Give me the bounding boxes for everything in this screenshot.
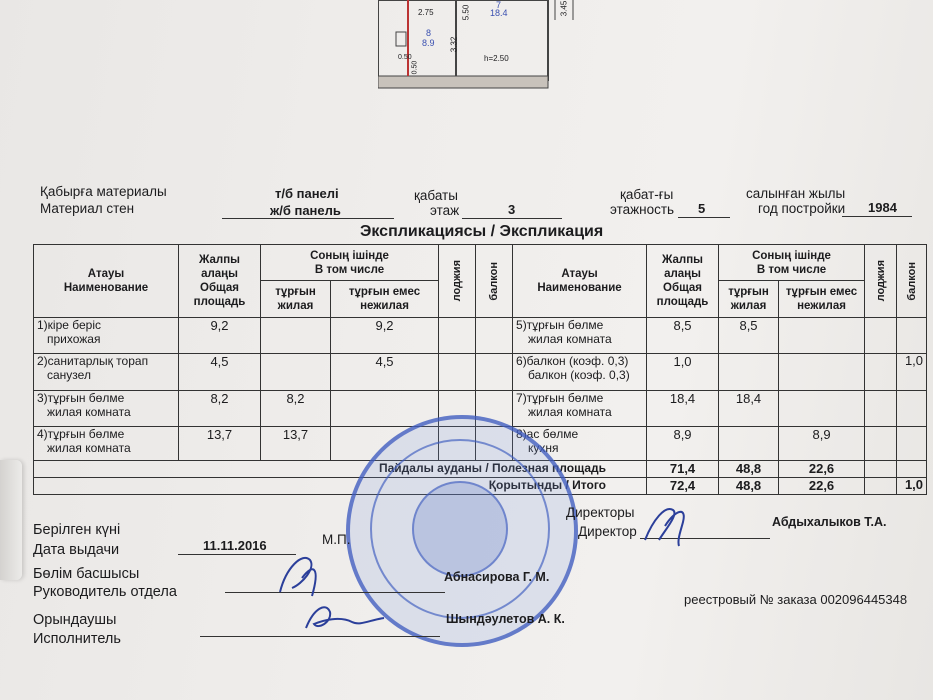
total-row: Қорытынды / Итого 72,4 48,8 22,6 1,0 bbox=[34, 478, 927, 495]
wall-material-value-ru: ж/б панель bbox=[270, 203, 341, 218]
header-including: Соның ішінде В том числе bbox=[261, 245, 439, 281]
issue-date-value: 11.11.2016 bbox=[203, 538, 267, 553]
room-name: 8)ас бөлме кухня bbox=[513, 427, 647, 461]
header-total-area: Жалпы алаңы Общая площадь bbox=[647, 245, 719, 318]
head-label-kz: Бөлім басшысы bbox=[33, 566, 140, 582]
wall-material-value-kz: т/б панелі bbox=[275, 186, 339, 201]
folded-sheet-edge bbox=[0, 460, 22, 580]
header-name: Атауы Наименование bbox=[34, 245, 179, 318]
underline bbox=[222, 218, 394, 219]
table-row: 4)тұрғын бөлме жилая комната 13,7 13,7 8)ас бөлме кухня 8,9 8,9 bbox=[34, 427, 927, 461]
plan-dim-label: 3.45 bbox=[559, 0, 569, 17]
plan-room-area: 8.9 bbox=[422, 38, 435, 48]
header-nonliving: тұрғын емес нежилая bbox=[331, 281, 439, 318]
seal-place-label: М.П. bbox=[322, 532, 351, 547]
director-label-kz: Директоры bbox=[566, 505, 635, 520]
executor-label-ru: Исполнитель bbox=[33, 631, 121, 647]
header-loggia: лоджия bbox=[439, 245, 476, 318]
issue-date-label-ru: Дата выдачи bbox=[33, 542, 120, 558]
room-name: 1)кіре беріс прихожая bbox=[34, 318, 179, 354]
header-name: Атауы Наименование bbox=[513, 245, 647, 318]
room-name: 7)тұрғын бөлме жилая комната bbox=[513, 391, 647, 427]
plan-dim-label: 3.32 bbox=[449, 36, 459, 53]
floors-count-value: 5 bbox=[698, 201, 706, 216]
wall-material-label-ru: Материал стен bbox=[40, 201, 135, 216]
executor-signature bbox=[300, 598, 390, 638]
header-living: тұрғын жилая bbox=[719, 281, 779, 318]
head-label-ru: Руководитель отдела bbox=[33, 584, 177, 600]
plan-room-number: 8 bbox=[426, 28, 432, 38]
underline bbox=[462, 218, 562, 219]
floors-count-label-kz: қабат-ғы bbox=[620, 187, 674, 202]
useful-area-row: Пайдалы ауданы / Полезная площадь 71,4 48,8 22,6 bbox=[34, 461, 927, 478]
header-loggia: лоджия bbox=[865, 245, 897, 318]
plan-dim-label: 2.75 bbox=[418, 8, 434, 17]
room-name: 2)санитарлық торап санузел bbox=[34, 354, 179, 391]
wall-material-label-kz: Қабырға материалы bbox=[40, 184, 167, 199]
header-living: тұрғын жилая bbox=[261, 281, 331, 318]
issue-date-label-kz: Берілген күні bbox=[33, 522, 121, 538]
header-total-area: Жалпы алаңы Общая площадь bbox=[179, 245, 261, 318]
plan-height-label: h=2.50 bbox=[484, 54, 509, 63]
plan-room-number: 7 bbox=[496, 0, 502, 10]
build-year-label-kz: салынған жылы bbox=[746, 186, 846, 201]
header-nonliving: тұрғын емес нежилая bbox=[779, 281, 865, 318]
executor-name: Шындәулетов А. К. bbox=[446, 612, 565, 626]
room-name: 4)тұрғын бөлме жилая комната bbox=[34, 427, 179, 461]
underline bbox=[225, 592, 445, 593]
floor-plan-fragment bbox=[378, 0, 578, 92]
underline bbox=[678, 217, 730, 218]
table-row: 1)кіре беріс прихожая 9,2 9,2 5)тұрғын бөлме жилая комната 8,5 8,5 bbox=[34, 318, 927, 354]
room-name: 6)балкон (коэф. 0,3) балкон (коэф. 0,3) bbox=[513, 354, 647, 391]
header-balcony: балкон bbox=[476, 245, 513, 318]
header-including: Соның ішінде В том числе bbox=[719, 245, 865, 281]
floors-count-label-ru: этажность bbox=[610, 202, 675, 217]
room-name: 3)тұрғын бөлме жилая комната bbox=[34, 391, 179, 427]
floor-label-kz: қабаты bbox=[414, 188, 458, 203]
build-year-value: 1984 bbox=[868, 200, 897, 215]
head-name: Абнасирова Г. М. bbox=[444, 570, 550, 584]
order-number: реестровый № заказа 002096445348 bbox=[684, 592, 908, 607]
director-name: Абдыхалыков Т.А. bbox=[772, 515, 887, 529]
head-signature bbox=[272, 548, 332, 600]
underline bbox=[842, 216, 912, 217]
plan-dim-label: 0.50 bbox=[398, 54, 412, 61]
table-row: 3)тұрғын бөлме жилая комната 8,2 8,2 7)тұрғын бөлме жилая комната 18,4 18,4 bbox=[34, 391, 927, 427]
executor-label-kz: Орындаушы bbox=[33, 612, 117, 628]
floor-label-ru: этаж bbox=[430, 203, 460, 218]
table-row: 2)санитарлық торап санузел 4,5 4,5 6)балкон (коэф. 0,3) балкон (коэф. 0,3) 1,0 1,0 bbox=[34, 354, 927, 391]
plan-dim-label: 0.50 bbox=[411, 60, 419, 75]
build-year-label-ru: год постройки bbox=[758, 201, 846, 216]
room-name: 5)тұрғын бөлме жилая комната bbox=[513, 318, 647, 354]
plan-dim-label: 5.50 bbox=[461, 4, 471, 21]
header-balcony: балкон bbox=[897, 245, 927, 318]
director-signature bbox=[635, 500, 695, 550]
director-label-ru: Директор bbox=[578, 524, 637, 539]
plan-room-area: 18.4 bbox=[490, 8, 508, 18]
explication-title: Экспликациясы / Экспликация bbox=[360, 223, 604, 240]
floor-value: 3 bbox=[508, 202, 516, 217]
